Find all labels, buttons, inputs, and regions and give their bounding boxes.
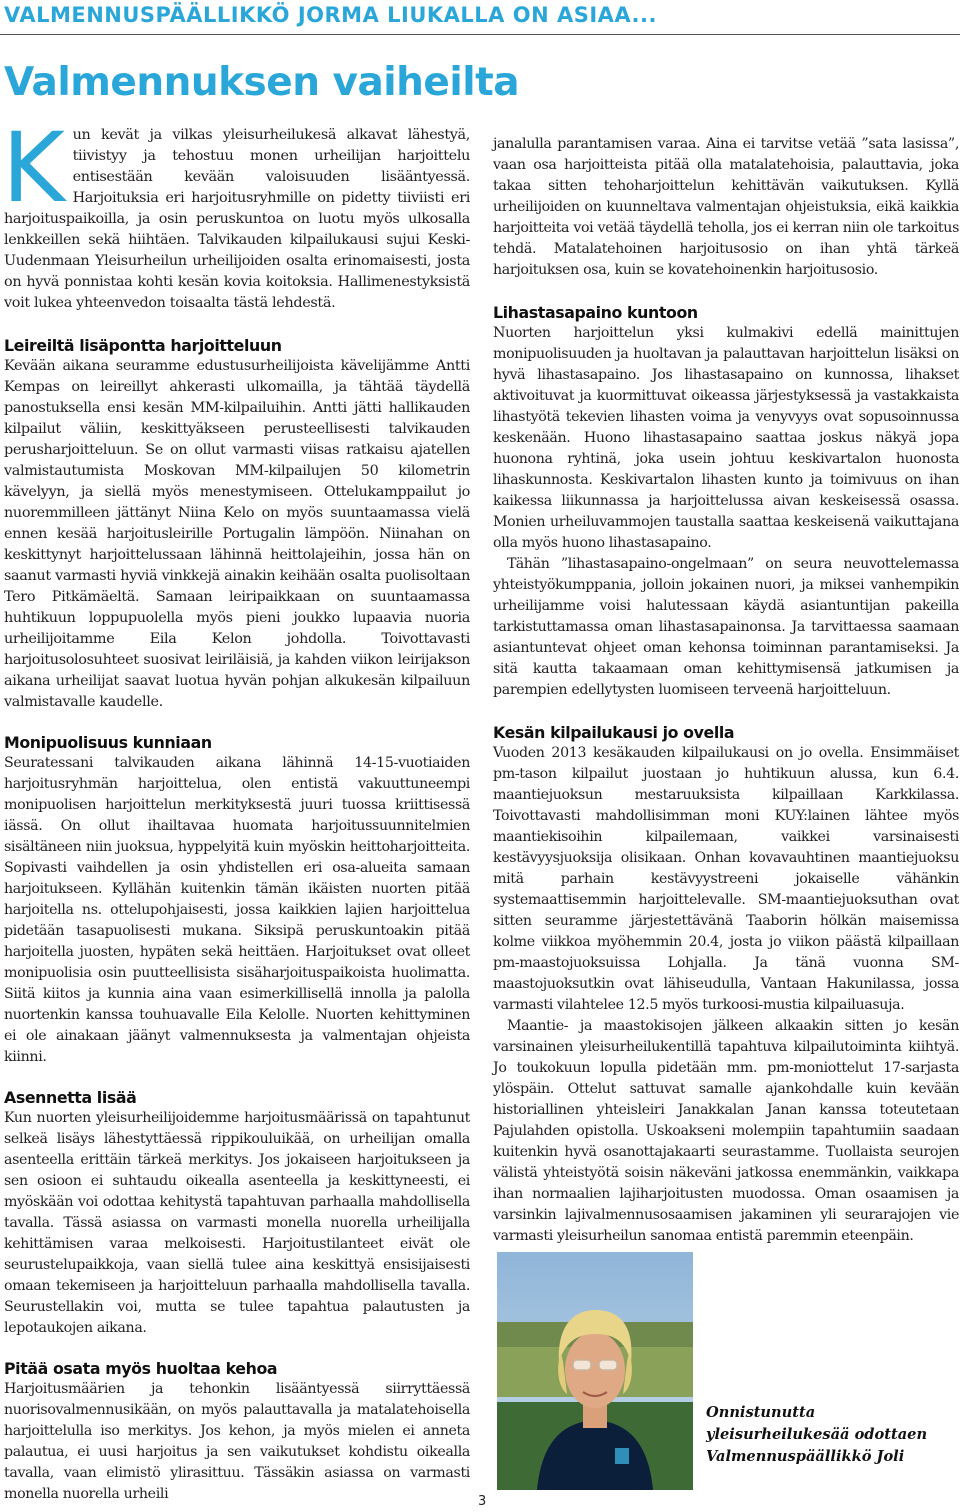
intro-paragraph bbox=[2, 112, 470, 314]
heading-leirit: Leireiltä lisäpontta harjoitteluun bbox=[4, 336, 282, 355]
page-number: 3 bbox=[478, 1494, 487, 1509]
paragraph-leirit: Kevään aikana seuramme edustusurheilijoista kävelijämme Antti Kempas on leireillyt ahkerasti ulkomailla, ja tähtää täydellä panostuksella ensi kesän MM-kilpailuihin. Antti jätti hallikauden kilpailut väliin, keskittyäkseen perusteellisesti talvikauden perusharjoitteluun. Se on ollut varmasti viisas ratkaisu ajatellen valmistautumista Moskovan MM-kilpailujen 50 kilometrin kävelyyn, ja siellä myös menestymiseen. Ottelukamppailut jo nuoremmilleen jättänyt Niina Kelo on myös suuntaamassa vielä ennen kesää harjoitusleirille Portugalin lämpöön. Niinahan on keskittynyt harjoittelussaan lähinnä heittolajeihin, jossa hän on saanut varmasti hyviä vinkkejä ainakin keihään osalta puolisoltaan Tero Pitkämäeltä. Samaan leiripaikkaan on suuntaamassa huhtikuun loppupuolella myös pieni joukko lupaavia nuoria urheilijoitamme Eila Kelon johdolla. Toivottavasti harjoitusolosuhteet suosivat leiriläisiä, ja kahden viikon leirijakson aikana urheilijat saavat luotua hyvän pohjan alkukesän kilpailuun valmistavalle kaudelle. bbox=[4, 358, 470, 710]
right-column bbox=[493, 134, 959, 1247]
coach-photo-illustration bbox=[497, 1252, 693, 1490]
paragraph-huolto: Harjoitusmäärien ja tehonkin lisääntyessä siirryttäessä nuorisovalmennusikään, on myös palauttavalla ja matalatehoisella harjoittelulla iso merkitys. Jos kehon, ja myös mielen ei anneta palautua, ei uusi harjoitus ja sen vaikutukset kohdistu oikealla tavalla, vaan elimistö ylirasittuu. Tässäkin asiassa on varmasti monella nuorella urheili bbox=[4, 1381, 470, 1502]
heading-monipuolisuus: Monipuolisuus kunniaan bbox=[4, 733, 212, 752]
paragraph-lihastasapaino-2: Tähän ”lihastasapaino-ongelmaan” on seura neuvottelemassa yhteistyökumppania, jolloin jokainen nuori, ja miksei vanhempikin urheilijamme voisi halutessaan käydä asiantuntijan pakeilla tarkistuttamassa oman lihastasapainonsa. Ja tarvittaessa saamaan asiantuntevat ohjeet oman kehonsa toiminnan parantamiseksi. Ja sitä kautta takaamaan oman kehittymisensä jatkumisen ja parempien edellytysten luomiseen terveenä harjoitteluun. bbox=[493, 556, 959, 698]
heading-kilpailukausi: Kesän kilpailukausi jo ovella bbox=[493, 723, 735, 742]
intro-text: un kevät ja vilkas yleisurheilukesä alkavat lähestyä, tiivistyy ja tehostuu monen urheilijan harjoittelu entisestään kevään valoisuuden lisääntyessä. Harjoituksia eri harjoitusryhmille on pidetty tiiviisti eri harjoituspaikoilla, ja osin peruskuntoa on luotu myös ulkosalla lenkkeillen sekä hiihtäen. Talvikauden kilpailukausi sujui Keski-Uudenmaan Yleisurheilun urheilijoiden osalta erinomaisesti, josta on hyvä ponnistaa kohti kesän kovia koitoksia. Hallimenestyksistä voit lukea yhteenvedon toisaalta tästä lehdestä. bbox=[4, 127, 470, 311]
running-header-title: VALMENNUSPÄÄLLIKKÖ JORMA LIUKALLA ON ASIAA... bbox=[4, 3, 657, 27]
heading-asenne: Asennetta lisää bbox=[4, 1088, 137, 1107]
article-title: Valmennuksen vaiheilta bbox=[4, 60, 520, 105]
heading-huolto: Pitää osata myös huoltaa kehoa bbox=[4, 1359, 278, 1378]
running-header bbox=[0, 0, 960, 35]
coach-photo bbox=[497, 1252, 693, 1490]
dropcap: K bbox=[2, 112, 65, 224]
paragraph-asenne: Kun nuorten yleisurheilijoidemme harjoitusmäärissä on tapahtunut selkeä lisäys lähestyttäessä rippikouluikää, on urheilijan omalla asenteella erittäin tärkeä merkitys. Jos jokaiseen harjoitukseen ja sen osioon ei suhtaudu oikealla asenteella ja keskittyneesti, ei myöskään voi odottaa kehitystä tapahtuvan parhaalla mahdollisella tavalla. Tässä asiassa on varmasti monella nuorella urheilijalla kehittämisen varaa melkoisesti. Harjoitustilanteet eivät ole seurustelupaikkoja, vaan siellä tulee aina keskittyä ensisijaisesti omaan tekemiseen ja harjoitteluun parhaalla mahdollisella tavalla. Seurustellakin voi, mutta se tulee tapahtua palautusten ja lepotaukojen aikana. bbox=[4, 1110, 470, 1336]
paragraph-kilpailukausi-2: Maantie- ja maastokisojen jälkeen alkaakin sitten jo kesän varsinainen yleisurheilukentillä tapahtuva kilpailutoiminta kiihtyä. Jo toukokuun lopulla pidetään mm. pm-moniottelut 17-sarjasta ylöspäin. Ottelut sattuvat samalle ajankohdalle kuin kevään historiallinen yhteisleiri Janakkalan Janan kanssa toteutetaan Pajulahden opistolla. Uskoakseni molempiin tapahtumiin saadaan kuitenkin hyvä osanottajakaarti seurastamme. Tuollaista seurojen välistä yhteistyötä soisin näkeväni jatkossa enemmänkin, vaikkapa ihan normaalien lajiharjoitusten muodossa. Oman osaamisen ja varsinkin lajivalmennusosaamisen jakaminen yli seurarajojen vie varmasti yleisurheilun sanomaa entistä paremmin eteenpäin. bbox=[493, 1018, 959, 1244]
paragraph-huolto-continued: janalulla parantamisen varaa. Aina ei tarvitse vetää ”sata lasissa”, vaan osa harjoitteista pitää olla matalatehoisia, palauttavia, joka takaa sitten tehoharjoittelun kehittävän vaikutuksen. Kyllä urheilijoiden on kuunneltava valmentajan ohjeistuksia, eikä kaikkia harjoitteita voi vetää täydellä teholla, jos ei kerran niin ole tarkoitus tehdä. Matalatehoinen harjoitusosio on ihan yhtä tärkeä harjoituksen osa, kuin se kovatehoinenkin harjoitusosio. bbox=[493, 136, 959, 278]
left-column bbox=[2, 112, 470, 1505]
paragraph-kilpailukausi-1: Vuoden 2013 kesäkauden kilpailukausi on jo ovella. Ensimmäiset pm-tason kilpailut juostaan jo huhtikuun alussa, kun 6.4. maantiejuoksun mestaruuksista kilpaillaan Karkkilassa. Toivottavasti mahdollisimman moni KUY:lainen lähtee myös maantiekisoihin kilpailemaan, vaikkei varsinaisesti kestävyysjuoksija olisikaan. Onhan kovavauhtinen maantiejuoksu mitä parhain kestävyystreeni jokaiselle vähänkin systemaattisemmin harjoittelevalle. SM-maantiejuoksuthan ovat sitten seuramme järjestettävänä Taaborin hölkän maisemissa kolme viikkoa myöhemmin 20.4, josta jo viikon päästä kilpaillaan pm-maastojuoksuissa Lohjalla. Ja tänä vuonna SM-maastojuoksutkin ovat lähiseudulla, Vantaan Hakunilassa, jossa varmasti vilahtelee 12.5 myös turkoosi-mustia kilpailuasuja. bbox=[493, 745, 959, 1013]
photo-caption: Onnistunutta yleisurheilukesää odottaen Valmennuspäällikkö Joli bbox=[706, 1404, 928, 1465]
paragraph-monipuolisuus: Seuratessani talvikauden aikana lähinnä 14-15-vuotiaiden harjoitusryhmän harjoittelua, olen entistä vakuuttuneempi monipuolisen harjoittelun merkityksestä juuri tuossa kriittisessä iässä. On ollut ihailtavaa huomata harjoitussuunnitelmien sisältäneen niin juoksua, hyppelyitä kuin myöskin heittoharjoitteita. Sopivasti vaihdellen ja osin yhdistellen eri osa-alueita samaan harjoitukseen. Kyllähän kuitenkin tämän ikäisten nuorten pitää harjoitella ns. ottelupohjaisesti, jossa kaikkien lajien harjoittelua pidetään tasapuolisesti mukana. Siksipä peruskuntoakin pitää harjoitella juosten, hypäten sekä heittäen. Harjoitukset ovat olleet monipuolisia osin puutteellisista sisäharjoituspaikoista huolimatta. Siitä kiitos ja kunnia aina vaan esimerkillisellä innolla ja palolla nuortenkin kanssa touhuavalle Eila Kelolle. Nuorten kehittyminen ei ole ainakaan jäänyt valmennuksesta ja valmentajan ohjeista kiinni. bbox=[4, 755, 470, 1065]
paragraph-lihastasapaino-1: Nuorten harjoittelun yksi kulmakivi edellä mainittujen monipuolisuuden ja huoltavan ja palauttavan harjoittelun lisäksi on hyvä lihastasapaino. Jos lihastasapaino on kunnossa, lihakset aktivoituvat ja kuormittuvat oikeassa järjestyksessä ja vastakkaista lihastyötä tekevien lihasten voima ja venyvyys ovat sopusoinnussa keskenään. Huono lihastasapaino saattaa joskus näkyä jopa huonona ryhtinä, joka usein johtuu keskivartalon huonosta lihaskunnosta. Keskivartalon lihasten kunto ja toimivuus on ihan kaikessa liikunnassa ja harjoittelussa aivan keskeisessä osassa. Monien urheiluvammojen taustalla saattaa keskeisenä vaikuttajana olla myös huono lihastasapaino. bbox=[493, 325, 959, 551]
heading-lihastasapaino: Lihastasapaino kuntoon bbox=[493, 303, 698, 322]
